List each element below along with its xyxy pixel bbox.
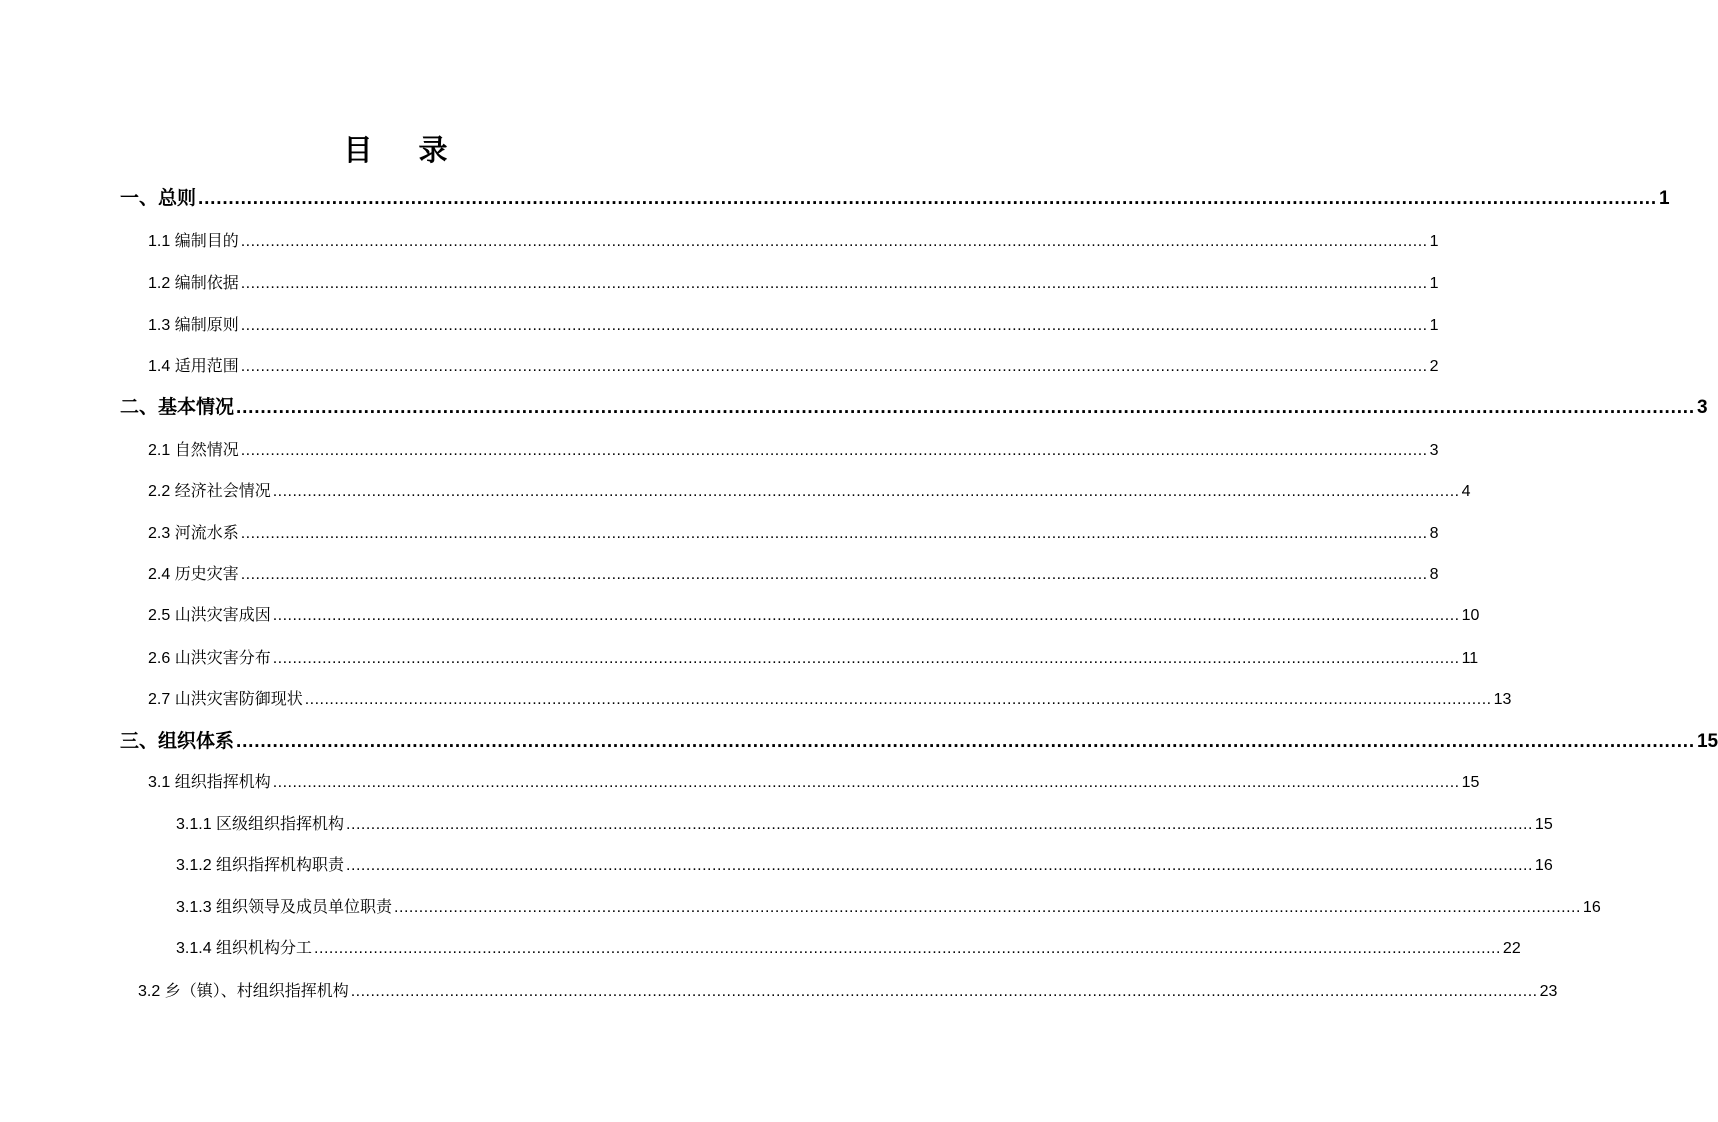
- toc-entry-2[interactable]: [120, 395, 1708, 421]
- toc-entry-page: 8: [1429, 525, 1439, 542]
- toc-entry-text: 1.1 编制目的: [148, 233, 239, 250]
- toc-entry-3-1-3[interactable]: [176, 895, 1601, 921]
- toc-entry-text: 2.2 经济社会情况: [148, 483, 271, 500]
- toc-entry-page: 1: [1658, 188, 1670, 209]
- toc-leader: ................................................................................................................................................................................................................................................: [304, 691, 1492, 708]
- toc-entry-page: 23: [1539, 983, 1558, 1000]
- toc-entry-page: 3: [1429, 442, 1439, 459]
- toc-entry-text: 2.4 历史灾害: [148, 566, 239, 583]
- toc-entry-3-2[interactable]: [138, 979, 1558, 1005]
- toc-entry-3-1-4[interactable]: [176, 936, 1521, 962]
- toc-entry-page: 11: [1461, 650, 1479, 667]
- toc-entry-page: 13: [1493, 691, 1512, 708]
- toc-title-char-1: 目: [343, 135, 375, 167]
- toc-entry-text: 1.3 编制原则: [148, 317, 239, 334]
- toc-entry-text: 2.1 自然情况: [148, 442, 239, 459]
- toc-entry-text: 3.1.4 组织机构分工: [176, 940, 313, 957]
- toc-entry-page: 15: [1696, 731, 1718, 752]
- toc-entry-text: 2.6 山洪灾害分布: [148, 650, 271, 667]
- toc-entry-text: 二、基本情况: [120, 397, 235, 418]
- toc-entry-2-4[interactable]: [148, 562, 1439, 588]
- toc-entry-3-1[interactable]: [148, 770, 1480, 796]
- toc-leader: ................................................................................................................................................................................................................................................: [236, 731, 1695, 752]
- toc-entry-page: 15: [1461, 774, 1480, 791]
- toc-entry-2-7[interactable]: [148, 687, 1512, 713]
- toc-entry-2-6[interactable]: [148, 646, 1479, 672]
- toc-title-char-2: 录: [418, 135, 450, 167]
- toc-entry-text: 三、组织体系: [120, 731, 235, 752]
- toc-entry-1-2[interactable]: [148, 271, 1439, 297]
- toc-entry-page: 1: [1429, 233, 1439, 250]
- toc-entry-page: 22: [1502, 940, 1521, 957]
- toc-entry-page: 16: [1534, 857, 1553, 874]
- toc-leader: ................................................................................................................................................................................................................................................: [236, 397, 1695, 418]
- toc-entry-2-3[interactable]: [148, 521, 1439, 547]
- toc-entry-3-1-2[interactable]: [176, 853, 1553, 879]
- toc-leader: ................................................................................................................................................................................................................................................: [240, 525, 1428, 542]
- toc-entry-3-1-1[interactable]: [176, 812, 1553, 838]
- toc-entry-page: 1: [1429, 275, 1439, 292]
- toc-entry-2-5[interactable]: [148, 603, 1480, 629]
- toc-leader: ................................................................................................................................................................................................................................................: [240, 317, 1428, 334]
- toc-entry-page: 16: [1582, 899, 1601, 916]
- toc-leader: ................................................................................................................................................................................................................................................: [314, 940, 1501, 957]
- toc-leader: ................................................................................................................................................................................................................................................: [240, 442, 1428, 459]
- toc-entry-text: 2.3 河流水系: [148, 525, 239, 542]
- toc-entry-page: 10: [1461, 607, 1480, 624]
- toc-leader: ................................................................................................................................................................................................................................................: [198, 188, 1657, 209]
- toc-entry-page: 1: [1429, 317, 1439, 334]
- toc-entry-text: 2.7 山洪灾害防御现状: [148, 691, 303, 708]
- toc-entry-page: 15: [1534, 816, 1553, 833]
- toc-entry-text: 3.2 乡（镇）、村组织指挥机构: [138, 983, 349, 1000]
- toc-leader: ................................................................................................................................................................................................................................................: [346, 857, 1533, 874]
- toc-leader: ................................................................................................................................................................................................................................................: [240, 358, 1428, 375]
- toc-entry-2-2[interactable]: [148, 479, 1471, 505]
- toc-entry-text: 1.4 适用范围: [148, 358, 239, 375]
- toc-entry-1[interactable]: [120, 186, 1670, 212]
- toc-leader: ................................................................................................................................................................................................................................................: [240, 233, 1428, 250]
- toc-entry-text: 3.1.1 区级组织指挥机构: [176, 816, 345, 833]
- toc-entry-page: 8: [1429, 566, 1439, 583]
- toc-leader: ................................................................................................................................................................................................................................................: [272, 650, 1460, 667]
- toc-leader: ................................................................................................................................................................................................................................................: [272, 483, 1460, 500]
- toc-entry-text: 3.1.2 组织指挥机构职责: [176, 857, 345, 874]
- toc-entry-text: 3.1.3 组织领导及成员单位职责: [176, 899, 393, 916]
- toc-leader: ................................................................................................................................................................................................................................................: [350, 983, 1538, 1000]
- toc-entry-text: 3.1 组织指挥机构: [148, 774, 271, 791]
- toc-entry-text: 1.2 编制依据: [148, 275, 239, 292]
- toc-leader: ................................................................................................................................................................................................................................................: [240, 566, 1428, 583]
- toc-entry-1-3[interactable]: [148, 313, 1439, 339]
- toc-entry-3[interactable]: [120, 729, 1718, 755]
- toc-leader: ................................................................................................................................................................................................................................................: [272, 607, 1460, 624]
- toc-entry-page: 4: [1461, 483, 1471, 500]
- toc-leader: ................................................................................................................................................................................................................................................: [240, 275, 1428, 292]
- toc-leader: ................................................................................................................................................................................................................................................: [346, 816, 1533, 833]
- toc-entry-1-1[interactable]: [148, 229, 1439, 255]
- toc-title: [0, 128, 793, 169]
- toc-entry-2-1[interactable]: [148, 438, 1439, 464]
- toc-entry-page: 3: [1696, 397, 1708, 418]
- toc-leader: ................................................................................................................................................................................................................................................: [272, 774, 1460, 791]
- toc-entry-text: 2.5 山洪灾害成因: [148, 607, 271, 624]
- toc-entry-text: 一、总则: [120, 188, 197, 209]
- toc-leader: ................................................................................................................................................................................................................................................: [394, 899, 1581, 916]
- toc-entry-1-4[interactable]: [148, 354, 1439, 380]
- toc-entry-page: 2: [1429, 358, 1439, 375]
